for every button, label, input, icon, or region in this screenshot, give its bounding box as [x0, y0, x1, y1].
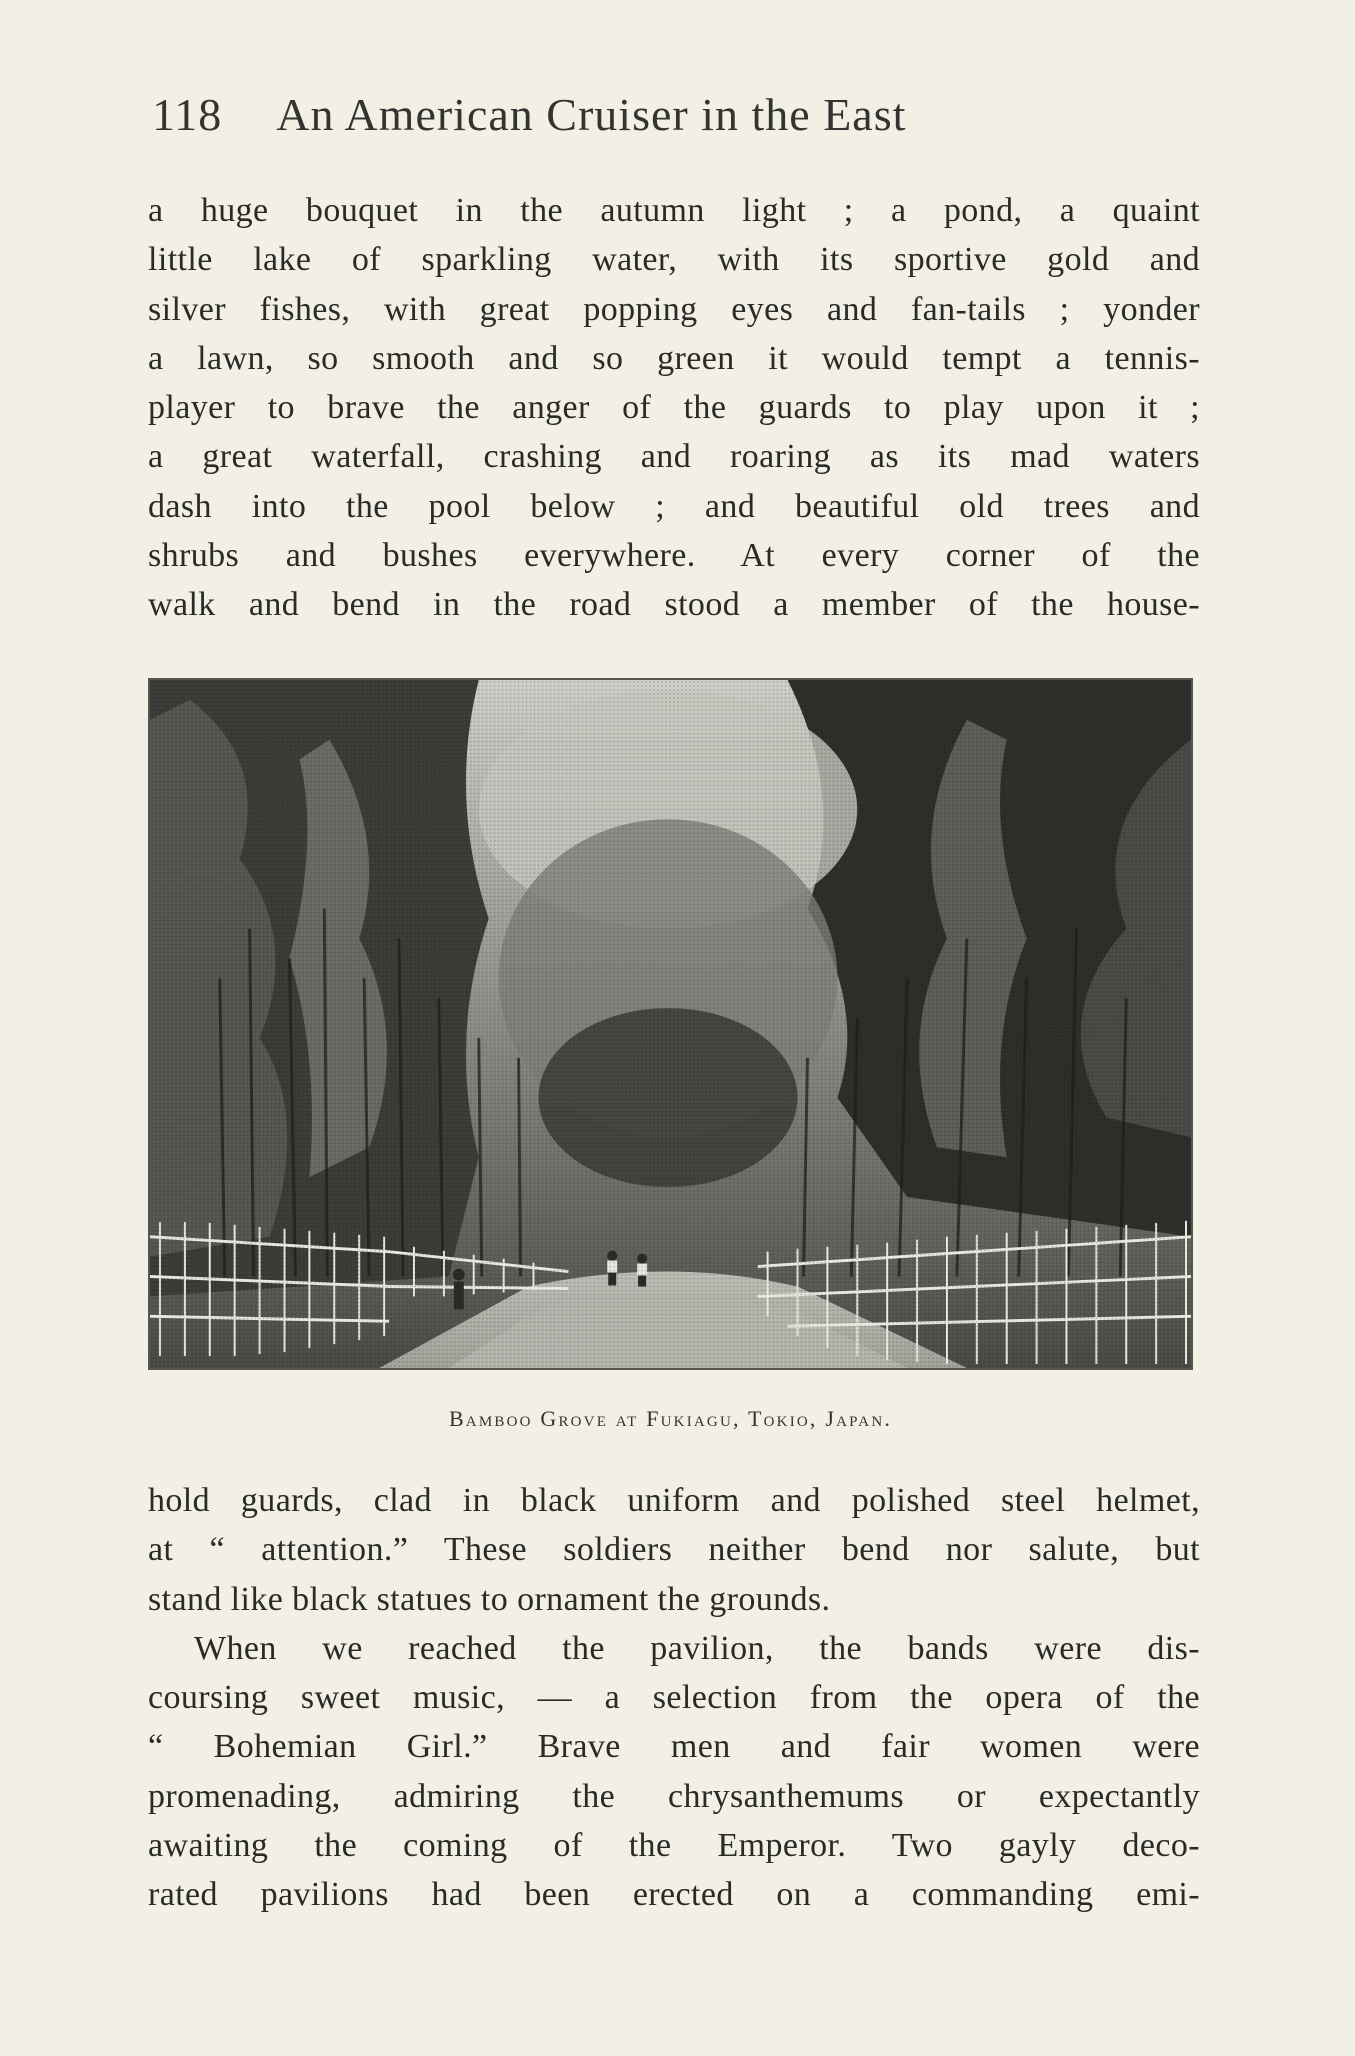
text-line: a great waterfall, crashing and roaring as its mad waters [148, 438, 1200, 476]
text-line: a huge bouquet in the autumn light ; a pond, a quaint [148, 192, 1200, 229]
text-line: rated pavilions had been erected on a commanding emi- [148, 1876, 1200, 1914]
text-block-top [148, 186, 1200, 630]
text-line: awaiting the coming of the Emperor. Two gayly deco- [148, 1827, 1200, 1865]
text-line: walk and bend in the road stood a member of the house- [148, 586, 1200, 624]
text-line: dash into the pool below ; and beautiful old trees and [148, 487, 1200, 525]
text-line: a lawn, so smooth and so green it would tempt a tennis- [148, 339, 1200, 377]
text-line: silver fishes, with great popping eyes and fan-tails ; yonder [148, 290, 1200, 328]
text-line: hold guards, clad in black uniform and polished steel helmet, [148, 1482, 1200, 1519]
text-line: promenading, admiring the chrysanthemums or expectantly [148, 1777, 1200, 1815]
text-line: stand like black statues to ornament the grounds. [148, 1580, 831, 1618]
text-block-bottom [148, 1476, 1200, 1920]
figure-caption: Bamboo Grove at Fukiagu, Tokio, Japan. [448, 1406, 893, 1431]
text-line: player to brave the anger of the guards to play upon it ; [148, 389, 1200, 427]
text-line: little lake of sparkling water, with its sportive gold and [148, 241, 1200, 279]
text-line: at “ attention.” These soldiers neither bend nor salute, but [148, 1531, 1200, 1569]
text-line: shrubs and bushes everywhere. At every corner of the [148, 537, 1200, 575]
text-line: coursing sweet music, — a selection from the opera of the [148, 1679, 1200, 1717]
text-line: When we reached the pavilion, the bands were dis- [194, 1629, 1200, 1667]
running-header [152, 88, 1098, 148]
bamboo-grove-photograph [148, 678, 1193, 1370]
running-title: An American Cruiser in the East [276, 89, 907, 140]
bamboo-grove-illustration [150, 680, 1191, 1368]
text-line: “ Bohemian Girl.” Brave men and fair women were [148, 1728, 1200, 1766]
page-number: 118 [152, 89, 223, 140]
